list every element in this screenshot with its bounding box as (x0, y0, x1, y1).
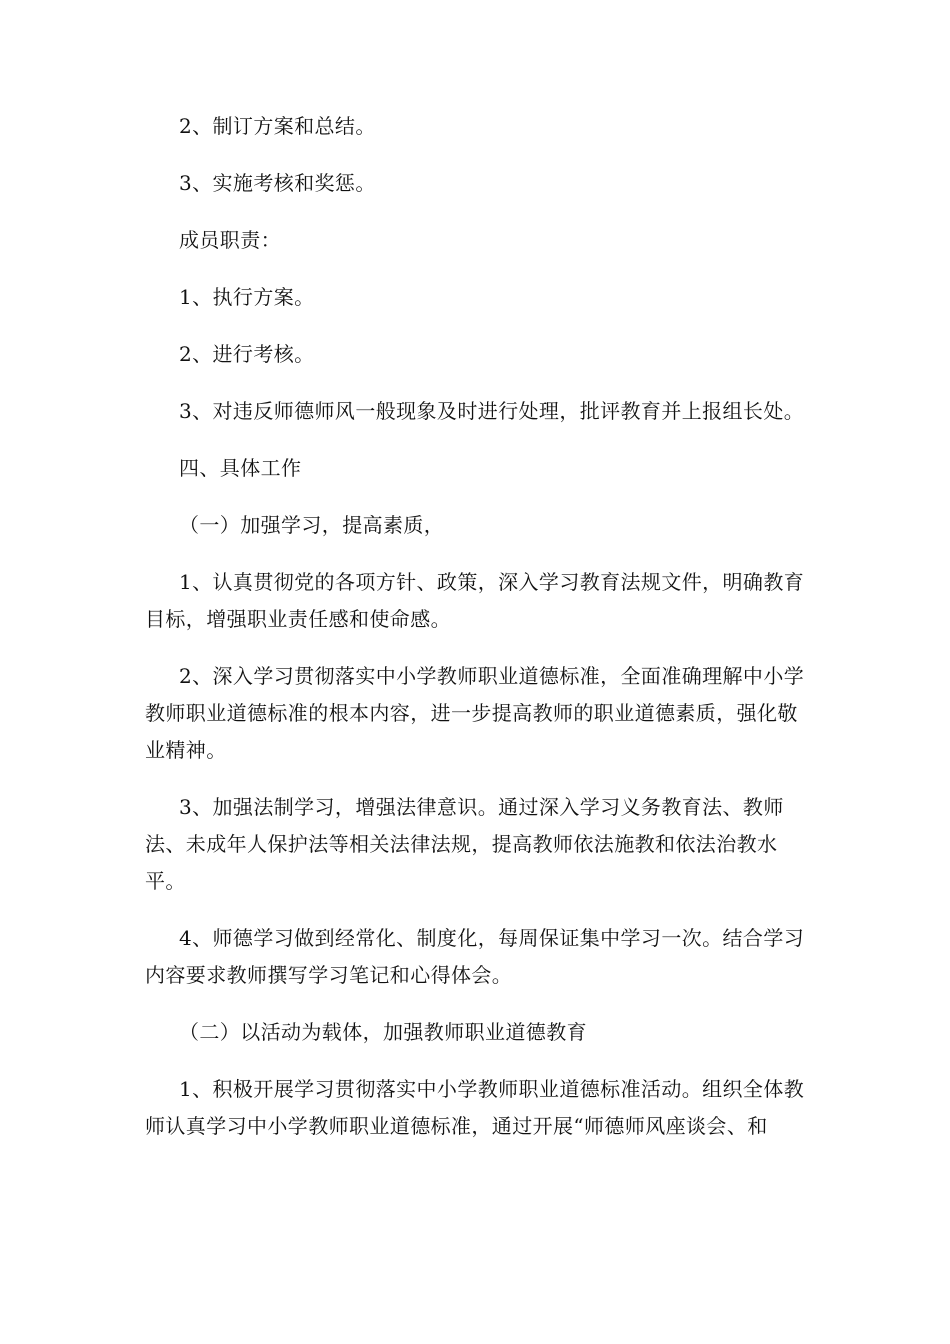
section-heading-specific-work: 四、具体工作 (179, 456, 302, 480)
paragraph-study-4: 4、师德学习做到经常化、制度化，每周保证集中学习一次。结合学习内容要求教师撰写学习笔记和心得体会。 (145, 926, 805, 987)
paragraph-study-2: 2、深入学习贯彻落实中小学教师职业道德标准，全面准确理解中小学教师职业道德标准的根本内容，进一步提高教师的职业道德素质，强化敬业精神。 (145, 664, 805, 762)
paragraph-member-duty-2: 2、进行考核。 (179, 342, 315, 366)
paragraph-member-duties-heading: 成员职责： (179, 228, 281, 252)
paragraph-member-duty-3: 3、对违反师德师风一般现象及时进行处理，批评教育并上报组长处。 (179, 399, 805, 423)
paragraph-activities-1: 1、积极开展学习贯彻落实中小学教师职业道德标准活动。组织全体教师认真学习中小学教师职业道德标准，通过开展“师德师风座谈会、和 (145, 1077, 805, 1138)
paragraph-study-1: 1、认真贯彻党的各项方针、政策，深入学习教育法规文件，明确教育目标，增强职业责任感和使命感。 (145, 570, 805, 631)
subsection-heading-activities: （二）以活动为载体，加强教师职业道德教育 (179, 1020, 587, 1044)
paragraph-duty-3: 3、实施考核和奖惩。 (179, 171, 376, 195)
paragraph-member-duty-1: 1、执行方案。 (179, 285, 315, 309)
paragraph-study-3: 3、加强法制学习，增强法律意识。通过深入学习义务教育法、教师法、未成年人保护法等相关法律法规，提高教师依法施教和依法治教水平。 (145, 795, 784, 893)
paragraph-duty-2: 2、制订方案和总结。 (179, 114, 376, 138)
document-body (145, 108, 807, 1145)
subsection-heading-study: （一）加强学习，提高素质， (179, 513, 445, 537)
